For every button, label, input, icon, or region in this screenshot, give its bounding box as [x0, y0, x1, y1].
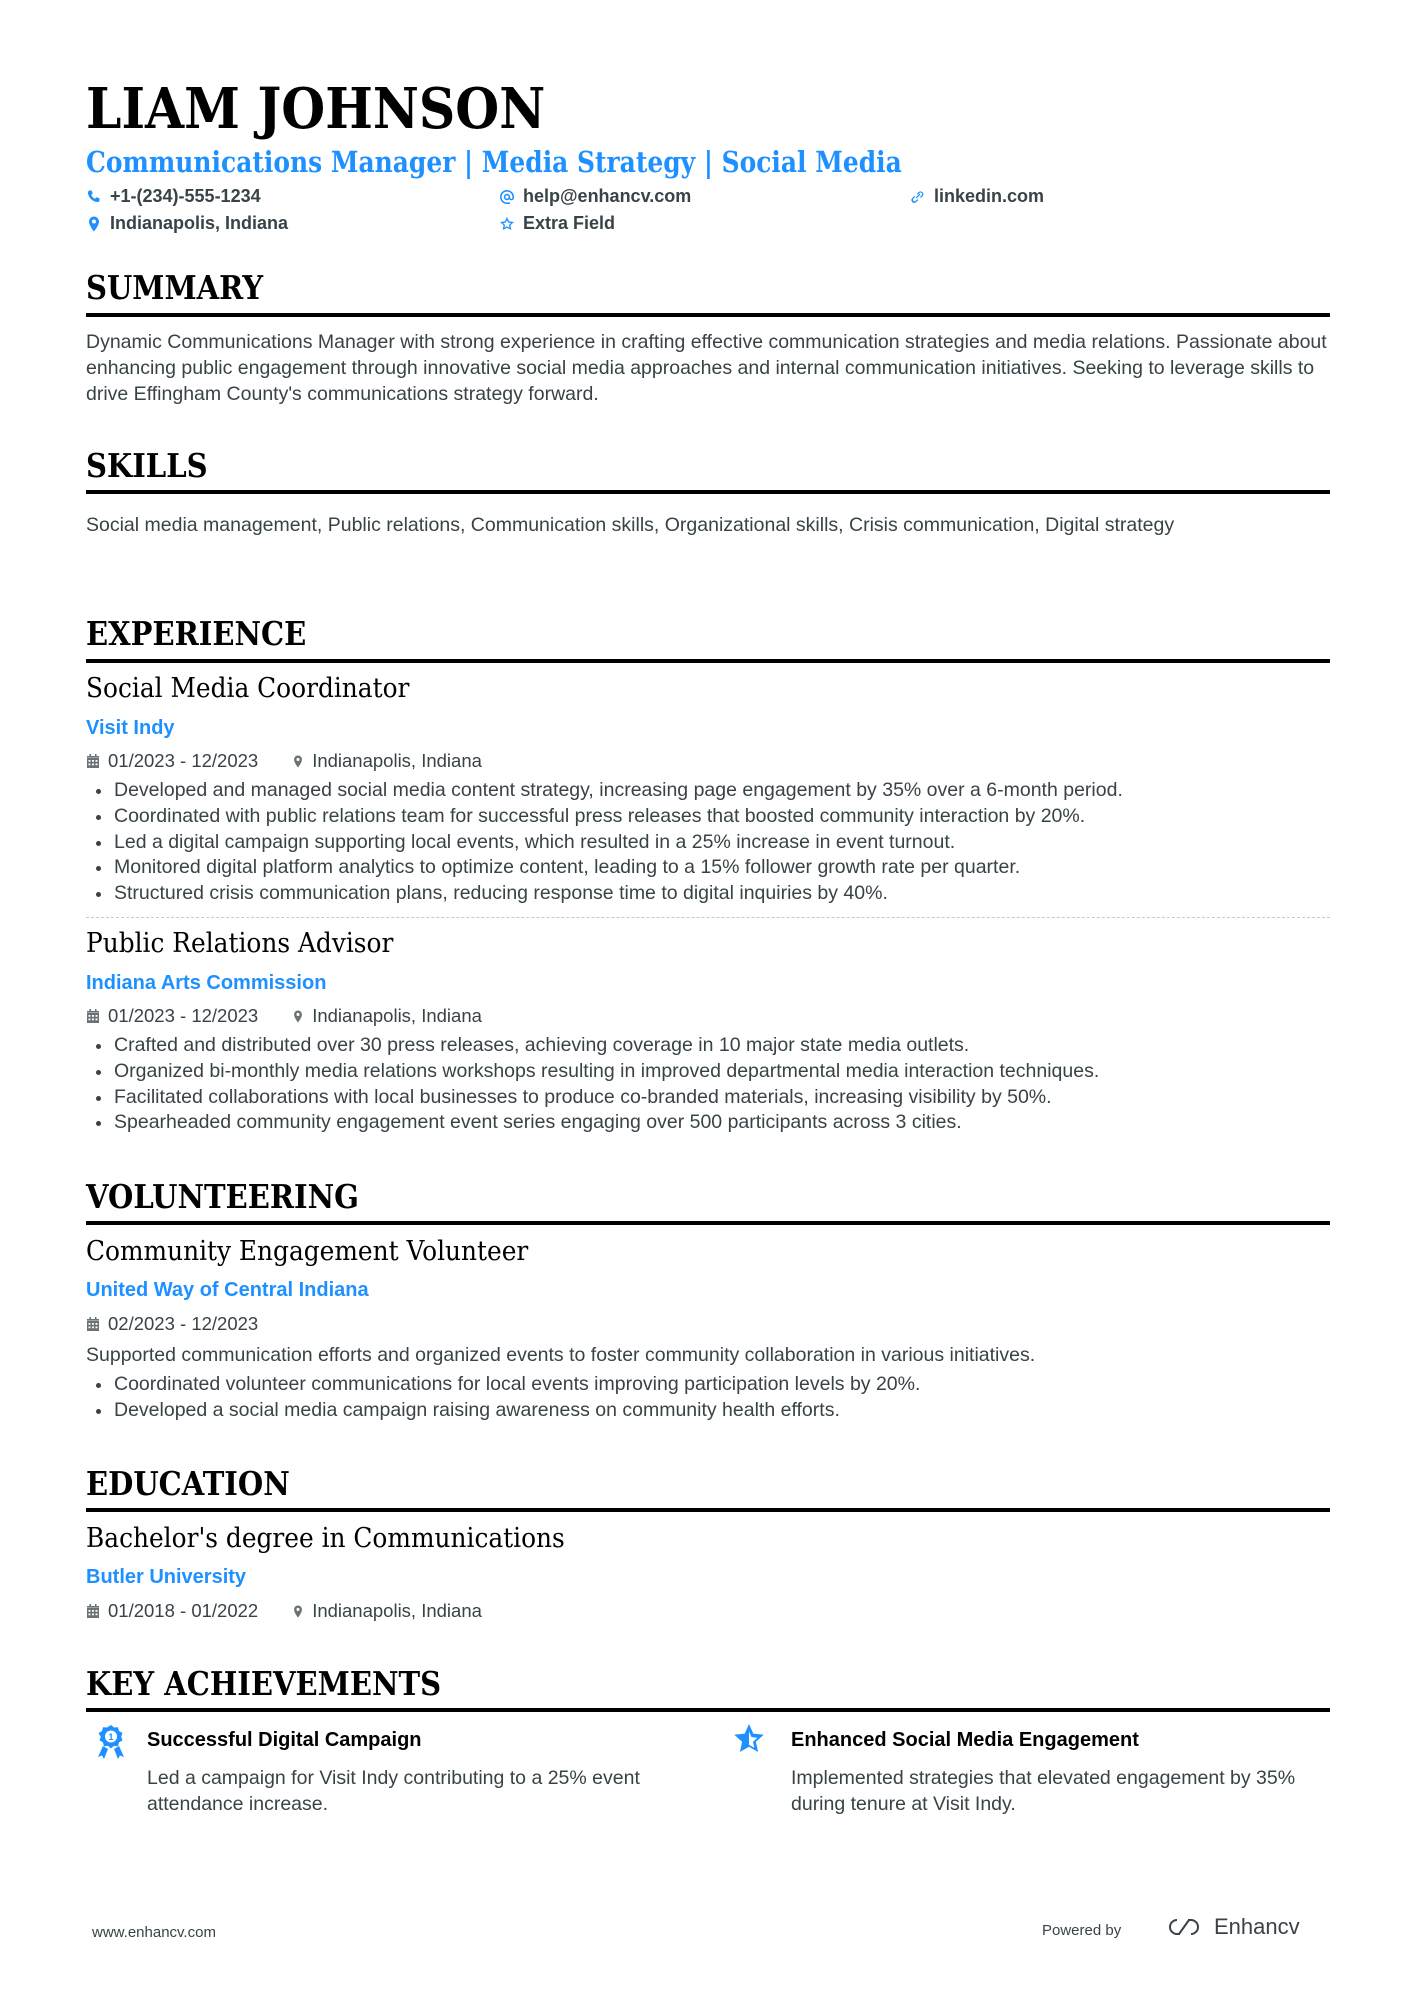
job-location: Indianapolis, Indiana [312, 1005, 482, 1026]
education-divider [86, 1508, 1330, 1512]
brand-name: Enhancv [1214, 1914, 1300, 1939]
bullet-item: Crafted and distributed over 30 press releases, achieving coverage in 10 major state media outlets. [86, 1033, 1330, 1059]
bullet-item: Coordinated with public relations team for successful press releases that boosted community interaction by 20%. [86, 804, 1330, 830]
volunteer-organization: United Way of Central Indiana [86, 1279, 369, 1301]
job-dates: 01/2023 - 12/2023 [108, 1005, 259, 1026]
location-icon [86, 216, 102, 232]
education-meta [86, 1600, 482, 1622]
achievement-title: Enhanced Social Media Engagement [791, 1729, 1139, 1751]
volunteering-divider [86, 1221, 1330, 1225]
job-dates: 01/2023 - 12/2023 [108, 750, 259, 771]
phone-text: +1-(234)-555-1234 [110, 186, 261, 206]
extra-field-text: Extra Field [523, 213, 616, 233]
location-icon [292, 1009, 304, 1024]
job-title: Social Media Coordinator [86, 673, 410, 704]
link-icon [910, 189, 926, 205]
achievement-description: Implemented strategies that elevated engagement by 35% during tenure at Visit Indy. [791, 1767, 1296, 1815]
skills-text: Social media management, Public relations, Communication skills, Organizational skills, Crisis communication, Digital strategy [86, 514, 1175, 536]
bullet-item: Developed and managed social media content strategy, increasing page engagement by 35% over a 6-month period. [86, 778, 1330, 804]
volunteer-role: Community Engagement Volunteer [86, 1236, 529, 1267]
contact-extra [499, 213, 615, 234]
job-location: Indianapolis, Indiana [312, 750, 482, 771]
at-icon [499, 189, 515, 205]
award-ribbon-icon [94, 1724, 128, 1765]
company-name: Indiana Arts Commission [86, 972, 327, 994]
bullet-item: Coordinated volunteer communications for local events improving participation levels by 20%. [86, 1372, 1330, 1398]
enhancv-logo-icon [1162, 1914, 1206, 1940]
job-bullets [86, 778, 1330, 907]
company-name: Visit Indy [86, 717, 175, 739]
contact-email[interactable] [499, 186, 691, 207]
entry-separator [86, 917, 1330, 918]
calendar-icon [86, 1604, 100, 1619]
job-meta [86, 1005, 482, 1027]
volunteer-meta [86, 1313, 258, 1335]
skills-divider [86, 490, 1330, 494]
volunteer-bullets [86, 1372, 1330, 1424]
bullet-item: Structured crisis communication plans, reducing response time to digital inquiries by 40%. [86, 881, 1330, 907]
school-name: Butler University [86, 1566, 247, 1588]
achievement-title: Successful Digital Campaign [147, 1729, 422, 1751]
contact-linkedin[interactable] [910, 186, 1044, 207]
linkedin-text: linkedin.com [934, 186, 1045, 206]
svg-text:1: 1 [108, 1732, 114, 1742]
experience-heading: EXPERIENCE [86, 614, 307, 653]
job-meta [86, 750, 482, 772]
footer-brand[interactable] [1162, 1914, 1300, 1940]
calendar-icon [86, 1009, 100, 1024]
candidate-headline: Communications Manager | Media Strategy | Social Media [86, 145, 902, 179]
bullet-item: Spearheaded community engagement event series engaging over 500 participants across 3 cities. [86, 1110, 1330, 1136]
footer-website[interactable]: www.enhancv.com [92, 1924, 216, 1941]
skills-heading: SKILLS [86, 446, 208, 485]
calendar-icon [86, 1317, 100, 1332]
location-text: Indianapolis, Indiana [110, 213, 289, 233]
footer-powered-by: Powered by [1042, 1922, 1122, 1939]
contact-location [86, 213, 288, 234]
bullet-item: Facilitated collaborations with local businesses to produce co-branded materials, increasing visibility by 50%. [86, 1085, 1330, 1111]
bullet-item: Monitored digital platform analytics to optimize content, leading to a 15% follower growth rate per quarter. [86, 855, 1330, 881]
summary-divider [86, 313, 1330, 317]
email-text: help@enhancv.com [523, 186, 692, 206]
education-location: Indianapolis, Indiana [312, 1600, 482, 1621]
star-icon [499, 216, 515, 232]
education-dates: 01/2018 - 01/2022 [108, 1600, 259, 1621]
experience-divider [86, 659, 1330, 663]
calendar-icon [86, 754, 100, 769]
bullet-item: Led a digital campaign supporting local events, which resulted in a 25% increase in event turnout. [86, 830, 1330, 856]
volunteer-description: Supported communication efforts and organized events to foster community collaboration in various initiatives. [86, 1344, 1036, 1366]
candidate-name: LIAM JOHNSON [86, 76, 546, 142]
education-heading: EDUCATION [86, 1464, 290, 1503]
degree: Bachelor's degree in Communications [86, 1523, 565, 1554]
job-bullets [86, 1033, 1330, 1136]
summary-heading: SUMMARY [86, 268, 264, 307]
half-star-icon [732, 1722, 766, 1763]
summary-text: Dynamic Communications Manager with strong experience in crafting effective communication strategies and media relations. Passionate about enhancing public engagement through innovative social media approaches and internal communication initiatives. Seeking to leverage skills to drive Effingham County's communications strategy forward. [86, 331, 1327, 405]
contact-phone [86, 186, 261, 207]
bullet-item: Developed a social media campaign raising awareness on community health efforts. [86, 1398, 1330, 1424]
bullet-item: Organized bi-monthly media relations workshops resulting in improved departmental media interaction techniques. [86, 1059, 1330, 1085]
volunteer-dates: 02/2023 - 12/2023 [108, 1313, 259, 1334]
achievement-description: Led a campaign for Visit Indy contributing to a 25% event attendance increase. [147, 1767, 640, 1815]
achievements-heading: KEY ACHIEVEMENTS [86, 1664, 442, 1703]
phone-icon [86, 189, 102, 205]
location-icon [292, 754, 304, 769]
job-title: Public Relations Advisor [86, 928, 394, 959]
location-icon [292, 1604, 304, 1619]
volunteering-heading: VOLUNTEERING [86, 1177, 359, 1216]
achievements-divider [86, 1708, 1330, 1712]
